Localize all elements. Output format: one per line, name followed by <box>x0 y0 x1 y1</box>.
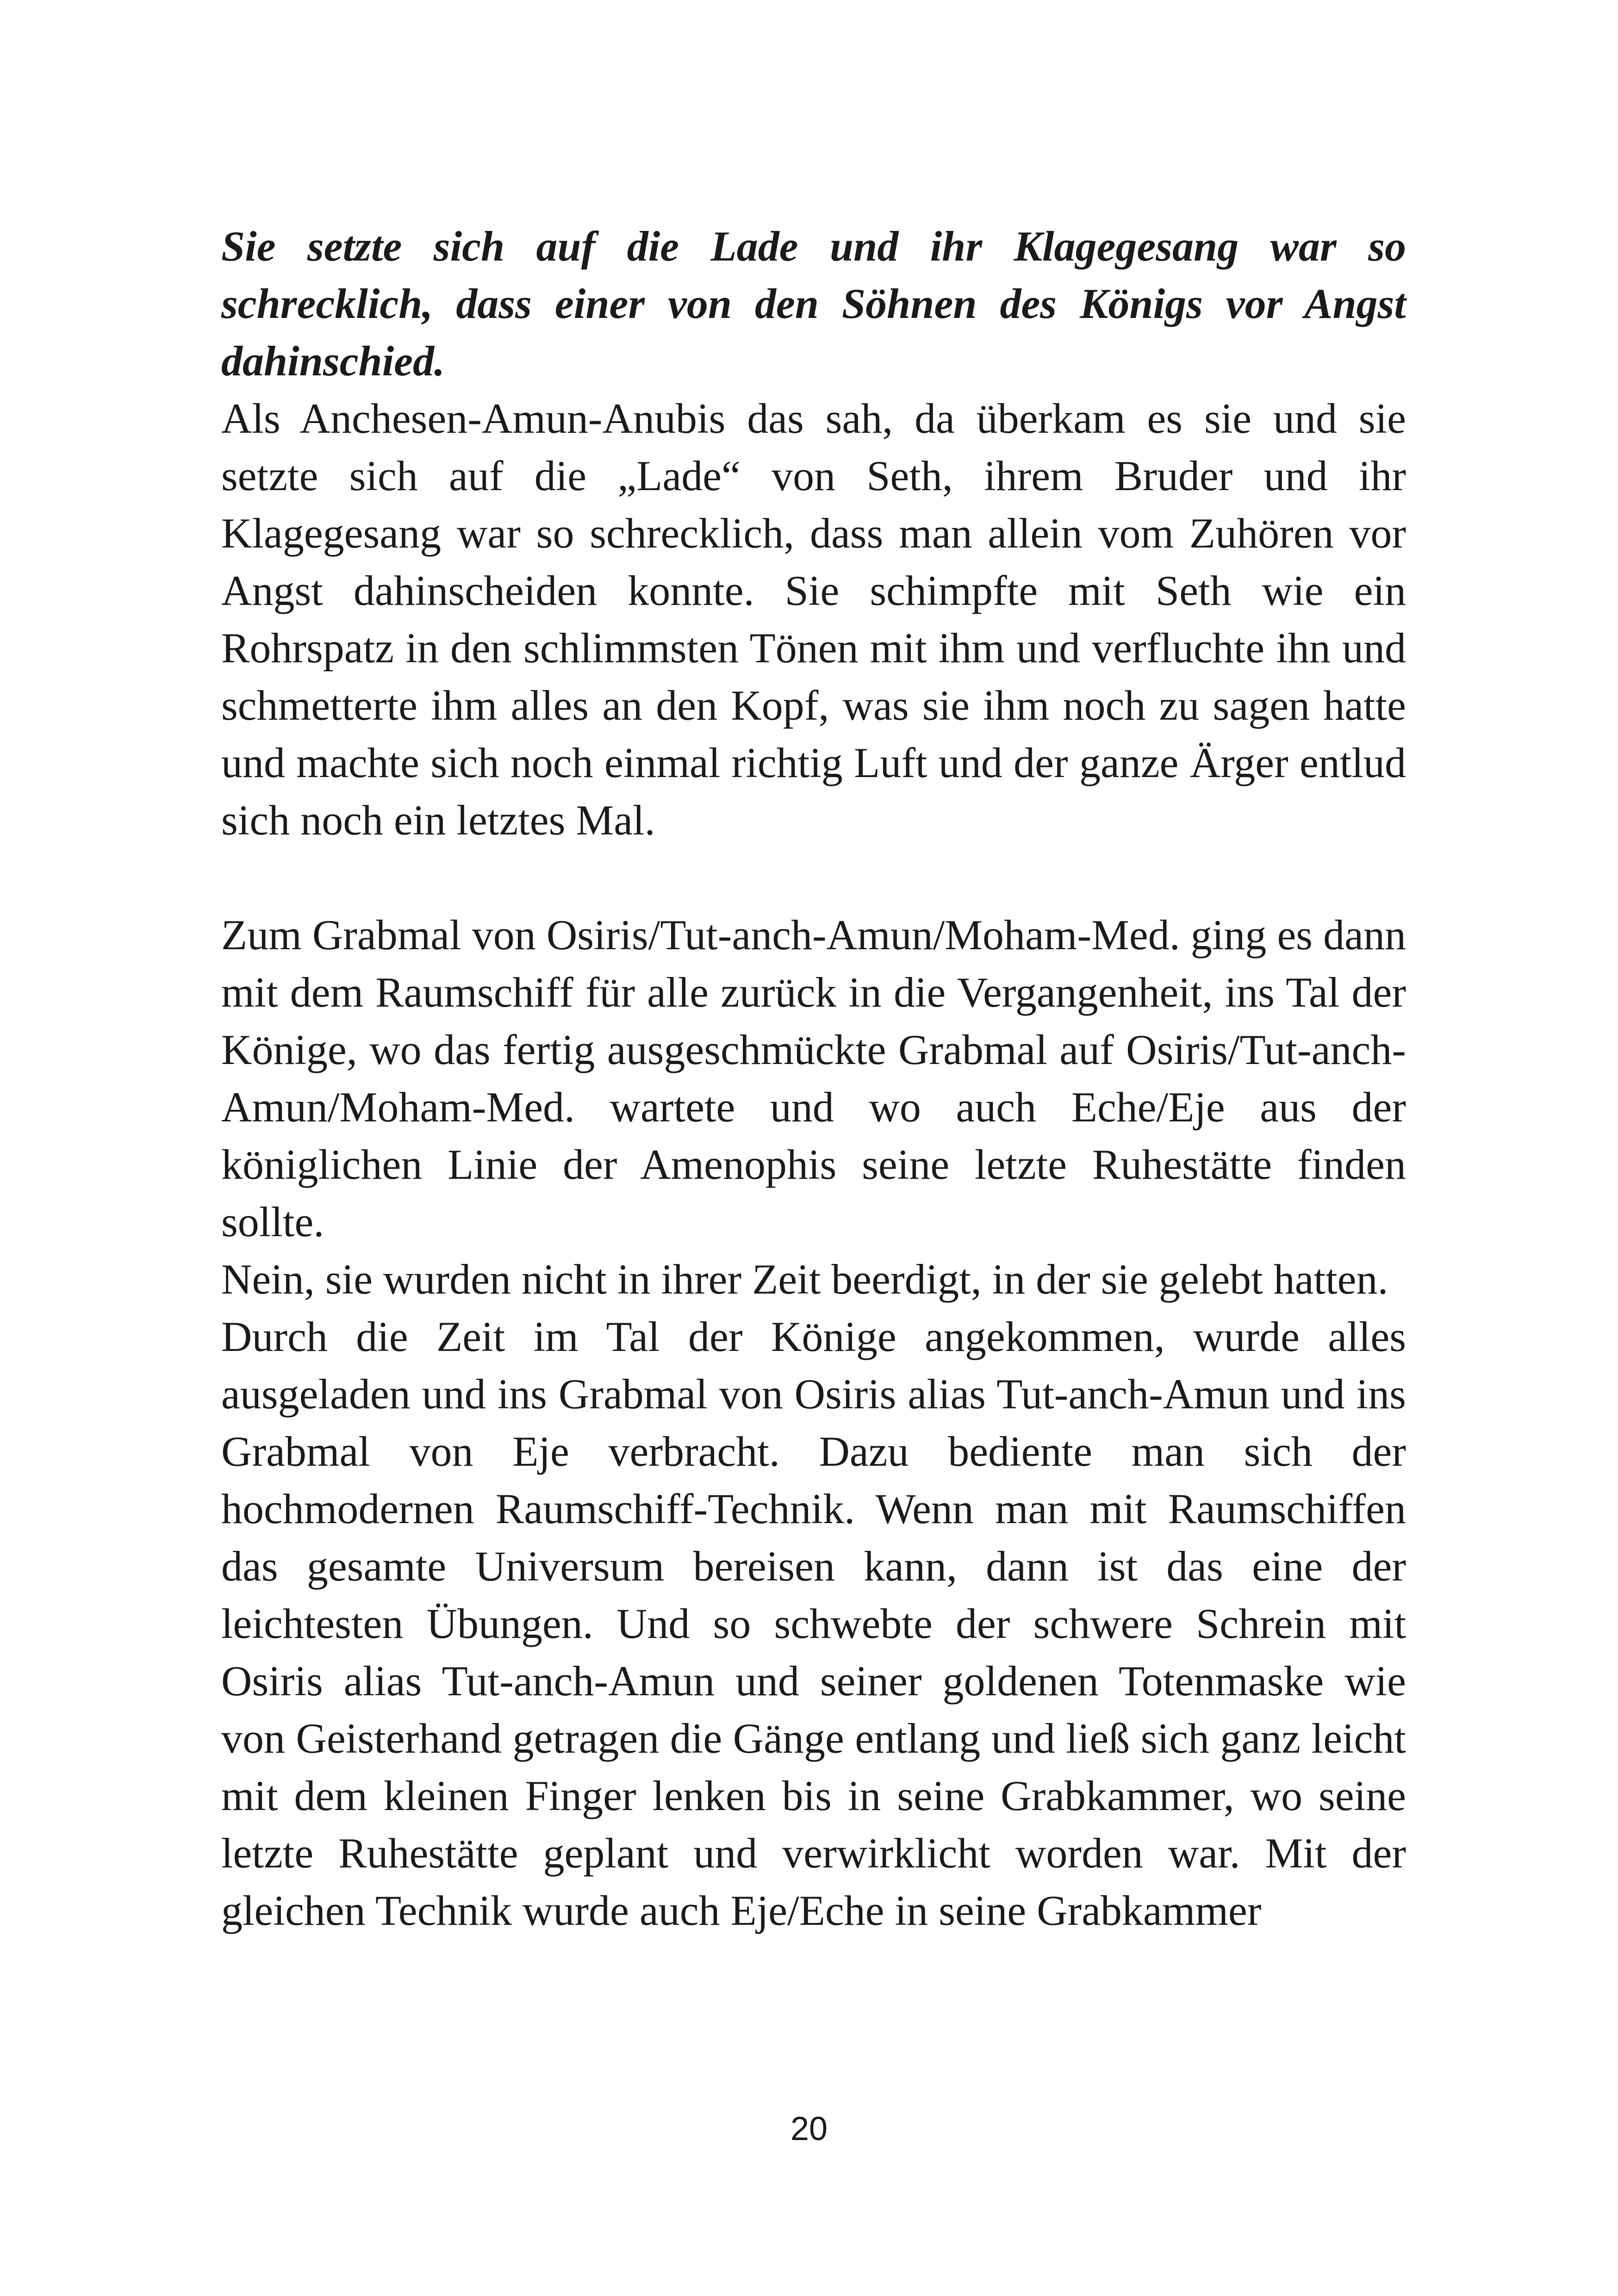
paragraph-valley-arrival: Durch die Zeit im Tal der Könige angekommen, wurde alles ausgeladen und ins Grabmal von Osiris alias Tut-anch-Amun und ins Grabmal von Eje verbracht. Dazu bediente man sich der hochmodernen Raumschiff-Technik. Wenn man mit Raumschiffen das gesamte Universum bereisen kann, dann ist das eine der leichtesten Übungen. Und so schwebte der schwere Schrein mit Osiris alias Tut-anch-Amun und seiner goldenen Totenmaske wie von Geisterhand getragen die Gänge entlang und ließ sich ganz leicht mit dem kleinen Finger lenken bis in seine Grabkammer, wo seine letzte Ruhestätte geplant und verwirklicht worden war. Mit der gleichen Technik wurde auch Eje/Eche in seine Grabkammer <box>221 1313 1406 1934</box>
body-text <box>221 218 1406 1939</box>
paragraph-anchesen-lament: Als Anchesen-Amun-Anubis das sah, da überkam es sie und sie setzte sich auf die „Lade“ von Seth, ihrem Bruder und ihr Klagegesang war so schrecklich, dass man allein vom Zuhören vor Angst dahinscheiden konnte. Sie schimpfte mit Seth wie ein Rohrspatz in den schlimmsten Tönen mit ihm und verfluchte ihn und schmetterte ihm alles an den Kopf, was sie ihm noch zu sagen hatte und machte sich noch einmal richtig Luft und der ganze Ärger entlud sich noch ein letztes Mal. <box>221 395 1406 844</box>
page-number: 20 <box>790 2110 828 2147</box>
paragraph-tomb-journey: Zum Grabmal von Osiris/Tut-anch-Amun/Moham-Med. ging es dann mit dem Raumschiff für alle zurück in die Vergangenheit, ins Tal der Könige, wo das fertig ausgeschmückte Grabmal auf Osiris/Tut-anch-Amun/Moham-Med. wartete und wo auch Eche/Eje aus der königlichen Linie der Amenophis seine letzte Ruhestätte finden sollte. <box>221 911 1406 1245</box>
intro-paragraph-bold-italic: Sie setzte sich auf die Lade und ihr Klagegesang war so schrecklich, dass einer von den Söhnen des Königs vor Angst dahinschied. <box>221 223 1406 385</box>
paragraph-burial-time: Nein, sie wurden nicht in ihrer Zeit beerdigt, in der sie gelebt hatten. <box>221 1256 1388 1303</box>
